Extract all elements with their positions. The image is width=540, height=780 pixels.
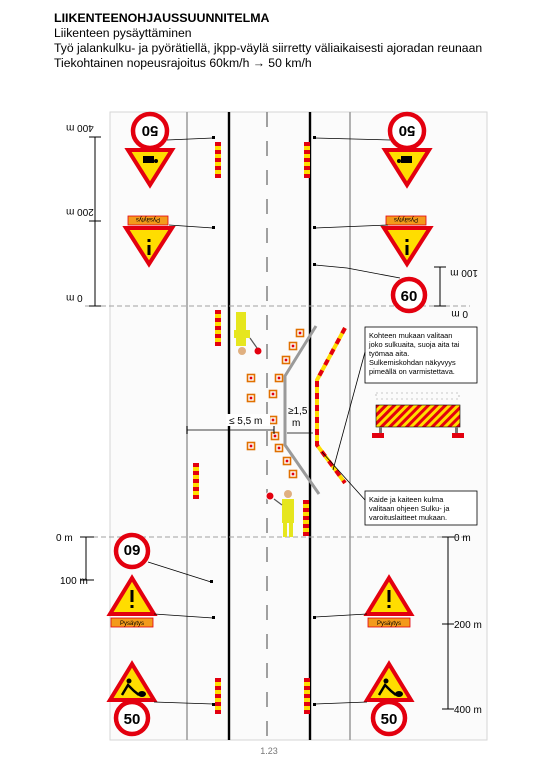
svg-text:60: 60 bbox=[400, 288, 418, 305]
svg-text:Pysäytys: Pysäytys bbox=[393, 216, 419, 222]
page-number: 1.23 bbox=[260, 746, 278, 756]
note-top-line-3: työmaa aita. bbox=[369, 349, 410, 358]
delineator-post-mid-left bbox=[215, 310, 221, 346]
delineator-post-bottom-right bbox=[304, 678, 310, 714]
delineator-post-left-lower bbox=[193, 463, 199, 499]
note-bottom-line-1: Kaide ja kaiteen kulma bbox=[369, 495, 444, 504]
delineator-post-top-right bbox=[304, 142, 310, 178]
note-top-line-1: Kohteen mukaan valitaan bbox=[369, 331, 453, 340]
speed-limit-sign-top-left bbox=[133, 114, 167, 148]
speed-limit-sign-bottom-right bbox=[373, 702, 405, 734]
distance-label-0-top: 0 m bbox=[66, 292, 83, 303]
svg-text:50: 50 bbox=[380, 711, 398, 728]
speed-limit-description: Tiekohtainen nopeusrajoitus 60km/h → 50 km/h bbox=[54, 56, 312, 70]
speed-limit-60-sign-right bbox=[393, 279, 425, 311]
svg-text:50: 50 bbox=[141, 122, 159, 139]
stop-plate-top-left bbox=[128, 216, 168, 225]
distance-label-right-100: 100 m bbox=[450, 267, 478, 278]
distance-label-bottom-right-0: 0 m bbox=[454, 533, 471, 544]
stop-plate-top-right bbox=[386, 216, 426, 225]
delineator-post-top-left bbox=[215, 142, 221, 178]
svg-text:60: 60 bbox=[123, 541, 141, 558]
note-top-line-4: Sulkemiskohdan näkyvyys bbox=[369, 358, 456, 367]
distance-label-bottom-0: 0 m bbox=[56, 533, 73, 544]
svg-text:Pysäytys: Pysäytys bbox=[135, 216, 161, 222]
note-top-line-2: joko sulkuaita, suoja aita tai bbox=[369, 340, 460, 349]
plan-title: LIIKENTEENOHJAUSSUUNNITELMA bbox=[54, 11, 270, 25]
clearance-label-1: ≥1,5 bbox=[288, 406, 308, 417]
note-top-line-5: pimeällä on varmistettava. bbox=[369, 367, 455, 376]
width-max-label: ≤ 5,5 m bbox=[229, 416, 263, 427]
stop-plate-bottom-right bbox=[368, 618, 410, 627]
distance-label-bottom-right-400: 400 m bbox=[454, 705, 482, 716]
svg-text:50: 50 bbox=[398, 122, 416, 139]
distance-label-bottom-right-200: 200 m bbox=[454, 620, 482, 631]
delineator-post-right-lower bbox=[303, 500, 309, 536]
note-bottom-line-3: varoituslaitteet mukaan. bbox=[369, 513, 448, 522]
plan-subtitle: Liikenteen pysäyttäminen bbox=[54, 26, 192, 40]
svg-text:50: 50 bbox=[123, 711, 141, 728]
plan-description: Työ jalankulku- ja pyörätiellä, jkpp-väylä siirretty väliaikaisesti ajoradan reunaan bbox=[54, 41, 483, 55]
clearance-label-2: m bbox=[292, 418, 301, 429]
svg-text:Pysäytys: Pysäytys bbox=[119, 621, 145, 627]
distance-scale-top bbox=[66, 122, 101, 306]
speed-limit-sign-bottom-left bbox=[116, 702, 148, 734]
distance-label-200: 200 m bbox=[66, 206, 94, 217]
svg-text:Pysäytys: Pysäytys bbox=[376, 621, 402, 627]
distance-label-400: 400 m bbox=[66, 122, 94, 133]
note-bottom-line-2: valitaan ohjeen Sulku- ja bbox=[369, 504, 450, 513]
speed-limit-sign-top-right bbox=[390, 114, 424, 148]
distance-label-bottom-100: 100 m bbox=[60, 576, 88, 587]
delineator-post-bottom-left bbox=[215, 678, 221, 714]
speed-limit-60-sign-bottom-left bbox=[116, 535, 148, 567]
stop-plate-bottom-left bbox=[111, 618, 153, 627]
distance-label-right-0: 0 m bbox=[451, 308, 468, 319]
